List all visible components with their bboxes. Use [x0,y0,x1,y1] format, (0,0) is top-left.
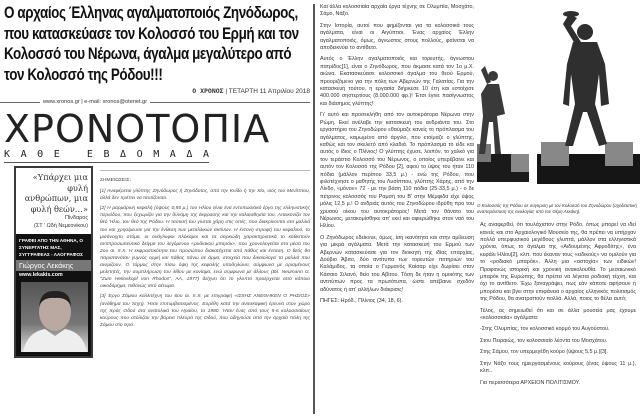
subtitle-letter: Μ [153,149,160,160]
author-photo [21,282,88,352]
list-item: Στης Σάμου, τον υπερμεγέθη κούρο (ύψους 5,5 μ.)[3]. [480,349,608,356]
figure-caption: Ο Κολοσσός της Ρόδου σε σύγκριση με τον Κολοσσό του Ζηνοδώρου (σχεδιαστική αναπαράσταση της αναλογίας από τον Θέμη Λεκάκη). [477,203,637,214]
paragraph: Και άλλα κολοσσιαία αρχαία έργα τέχνης σε Ολυμπία, Μοσχάτο, Σάμο, Νάξο. [320,4,474,18]
column-subtitle [4,149,209,163]
epigraph-source: (ΣΤ ' Ωδή Νεμεονίκου) [33,223,88,229]
headline: Ο αρχαίος Έλληνας αγαλματοποιός Ζηνόδωρος, που κατασκεύασε τον Κολοσσό του Ερμή και τον Κολοσσό του Νέρωνα, άγαλμα μεγαλύτερο από τον Κολοσσό της Ρόδου!!! [4,4,299,84]
sources: ΠΗΓΕΣ: Ηρόδ., Πλίνιος (34, 18, 6). [320,298,403,305]
subtitle-letter: Δ [120,149,127,160]
author-website[interactable]: www.lekakis.com [19,272,63,278]
paragraph: Στην Ιστορία, αυτοί που φημίζονται για τα κολοσσικά τους αγάλματα, είναι οι Αιγύπτιοι. Ένας αρχαίος Έλλην αγαλματοποιός, όμως, άγνωστος στους πολλούς, φαίνεται να αποδεικνύει το αντίθετο. [320,22,474,52]
subtitle-letter: Ο [136,149,143,160]
subtitle-letter: Α [202,149,209,160]
article-column-right [480,222,636,391]
author-name: Γιώργος Λεκάκης [16,260,91,271]
list-item: Στην Νάξο τους ημιεργασμένους κούρους (ένας ύψους 11 μ.), κλπ.. [480,360,636,375]
paragraph: Για περισσότερα ΑΡΧΕΙΟΝ ΠΟΛΙΤΙΣΜΟΥ. [480,379,581,386]
subtitle-letter: Θ [37,149,44,160]
list-item: Στου Πειραιώς, τον κολοσσιαίο λέοντα του Μοσχάτου. [480,337,608,344]
dateline: Ο ΧΡΟΝΟΣ | ΤΕΤΑΡΤΗ 11 Απριλίου 2018 [192,87,310,95]
footnotes [100,166,310,358]
column-masthead: ΧΡΟΝΟΤΟΠΙΑ [4,107,271,151]
paper-name: Ο ΧΡΟΝΟΣ [192,87,224,95]
author-sidebar [14,166,93,358]
article-column-middle [313,4,474,414]
footnote: [3] Έργο Σάμιου καλλιτέχνη του 6ου αι. π.Χ. με επιγραφή «ΙΣΧΗΣ ΑΝΕΘΗΚΕΝ Ο ΡΗΣΙΟΣ» (ανάθημα του Ίσχη). Ήταν επιτυμβιατισμένος. Ευρέθη κατά την ανασκαφική έρευνα στον χώρο της Ιεράς Οδού στα ανατολικά του Ηραίου, το 1980. Ήταν ένας από τους 5-6 κολοσσιαίους κούρους που στόλιζαν την βόρεια πλευρά της Οδού, που οδηγούσε από την αρχαία πόλη της Σάμου στο Ιερό. [100,294,310,328]
footnote: [2] Η μαρμάρινη κεφαλή (ύψους 0,55 μ.) του Ηλίου είναι ένα εντυπωσιακό έργο της ελληνιστικής περιόδου, που ξεχωρίζει για την δύναμη της έκφρασης και την καλαισθησία του. Απεικονίζει τον θεό Ήλιο, τον θεό της Ρόδου. Η ταύτισή του γίνεται χάρη στις οπές, που διακρίνονται στα μαλλιά του και χρησίμευαν για την ένθεση των μεταλλικών ακτίνων. Η έντονη στροφή του κεφαλιού, το μισάνοιχτο στόμα, οι ανάγλυφοι πλόκαμοι και τα σαρκώδη χαρακτηριστικά το καθιστούν αντιπροσωπευτικό δείγμα του λεγόμενου «ροδιακού μπαρόκ», που χρονολογείται στα μέσα του 2ου αι. π.Χ. Η εκφραστικότητα του προσώπου διακατέχεται από πάθος και ένταση. Ο θεός θα παριστανόταν γυμνός ορμή και πάθος πάνω σε άρμα, στοιχεία που δικαιολογεί τα μαλλιά που ανεμίζουν. Ο τόρμος στην πίσω όψη της κεφαλής υποδηλώνει, σύμφωνα με ορισμένους μελετητές, την συμπλήρωση του λίθου με κονίαμα, ενώ σύμφωνα με άλλους (Βλ. Neumann G. "Zum Helioskopf von Rhodos", AA, 1977) δείχνει ότι το γλυπτό προέρχεται από κάποιο οικοδόμημα, πιθανώς από αέτωμα. [100,206,310,290]
lower-section [0,166,310,358]
subtitle-letter: Β [103,149,110,160]
subtitle-letter: Δ [186,149,193,160]
subtitle-letter: Κ [4,149,11,160]
author-box [16,234,91,356]
small-colossus [477,66,529,182]
epigraph-author: Πίνδαρος [64,215,88,221]
epigraph-text: «Υπάρχει μια φυλή ανθρώπων, μια φυλή θεών…» [24,172,88,214]
list-item: -Στης Ολυμπίας, τον κολοσσικό κορμό του Αυγούστου. [480,326,610,333]
paragraph: Ο Ζηνόδωρος εδείκνυε, όμως, ίση ικανότητα και στην αμίλευση για μικρά αγάλματα. Μετά την κατασκευή του Ερμού των Αβερνών κατασκεύασε για τον διοικητή της ιδίας επαρχίας, Δούβιο Άβιτο, δύο αντίτυπα των τορευτών ποτηριών του Καλάμιδος, τα οποία ο Γερμανός Καίσαρ είχε δωρίσει στον Κάσσιο Σιλανό, θείο του Αβίτου. Τόση δε ήταν η ομοιότης των αντιτύπων προς τα πρωτότυπα, ώστε απέβαινε σχεδόν αδύνατος ή απ' αλλήλων διάκρισις! [320,234,474,293]
large-colossus [537,11,640,184]
footnotes-heading: ΣΗΜΕΙΩΣΕΙΣ: [100,178,131,183]
headline-container [4,3,310,85]
footnote: [1] Αναφέρεται γλύπτης Ζηνόδωρος ή Ζηνόδοτος, από την Κνίδο ή την Χίο, υιός του Μενίππου, αλλά δεν πρέπει να ταυτίζονται. [100,189,310,202]
right-column [477,4,640,391]
paragraph: Αυτός ο Έλλην αγαλματοποιός και τορευτής, άγνωστου πατρίδος[1], είναι ο Ζηνόδωρος, που άκμασε κατά τον 1ο μ.Χ. αιώνα. Εκατασκεύασε κολοσσικό άγαλμα του θεού Ερμού, προοριζόμενο για την πόλη των Αβερνών της Γαλατίας. Για την κατασκευή τούτου, η εργασία διήρκεσε 10 έτη και εστοίχισε 400.000 σηστερτίους (8.000.000 φρ.)! Έτσι έγινε πασίγνωστος και διάσημος γλύπτης! [320,56,474,107]
colossus-comparison-image [477,4,640,200]
issue-date: ΤΕΤΑΡΤΗ 11 Απριλίου 2018 [228,88,310,95]
paragraph: Τέλος, ας σημειωθεί ότι και σε άλλα μουσεία μας έχουμε «κολοσσιαία» αγάλματα: [480,307,636,322]
contact-text: www.xronos.gr | e-mail: xronos@otenet.gr [43,99,148,105]
subtitle-letter: Ε [86,149,93,160]
contact-line [0,99,310,106]
subtitle-letter: Ε [53,149,60,160]
paragraph: Ας αναφερθεί, ότι τουλάχιστον στην Ρόδο, όπως μπορεί να ιδεί κανείς και στο Αρχαιολογικό Μουσείο της, θα πρέπει να υπήρχαν πολλά υπερφυσικού μεγέθους γλυπτά, μάλλον στα ελληνιστικά χρόνια, όπως το άγαλμα της «Αιδουμένης Αφροδίτης», ένα κεφάλι Ηλίου[2], κλπ. που έκαναν τους «ειδικούς» να ομιλούν για το «ροδιακό μπαρόκ». Άλλη μια «αστοχία» των ειδικών! Προφανώς ιστορική και χρονική ανακολουθία. Το μεσαιωνικό μπαρόκ της Ευρώπης, θα πρέπει να λέγεται ροδιακή τέχνη, και όχι το αντίθετο. Έχω ξαναγράψει, πως εάν κάποτε αφήσουν ή μπορέσει και βγει στην επιφάνεια ο αρχαίος ελληνικός πολιτισμός της Ρόδου, θα ανατραπούν πολλά. Αλλά, ποιος το θέλει αυτό; [480,222,636,303]
author-label: ΓΡΑΦΕΙ ΑΠΟ ΤΗΝ ΑΘΗΝΑ, Ο ΣΥΝΕΡΓΑΤΗΣ ΜΑΣ, ΣΥΓΓΡΑΦΕΑΣ - ΛΑΟΓΡΑΦΟΣ [19,238,84,257]
left-column [0,3,310,358]
subtitle-letter: Α [169,149,176,160]
paragraph: Γι' αυτό και προσεκλήθη από τον αυτοκράτορα Νέρωνα στην Ρώμη. Εκεί ανέλαβε την κατασκευή του ανδριάντα του. Στο εργαστήριο του Ζηνοδώρου εθαύμαζε κανείς το πρόπλασμα του αγάλματος, καμωμένο από άργιλο, που ετοίμαζε ο γλύπτης, καθώς και τον σκελετό από κλαδιά. Το πρόπλασμα το είδε και αυτός ο ίδιος ο Πλίνιος! Ο γλύπτης έχυσε, λοιπόν, το χαλκό για τον τεράστιο Κολοσσό του Νέρωνος, ο οποίος υπερέβαινε και αυτόν τον Κολοσσό της Ρόδου [2], αφού το ύψος του ήταν 110 πόδια (μάλλον περίπου 33,5 μ.) - ενώ της Ρόδου, που φιλοτέχνησε ο μαθητής του Λυσίππου, γλύπτης Χάρης, από την Λίνδο, «μόνον» 72 - με την βάση 110 πόδια (25-33,5 μ.) - ο δε πέτρινος κολοσσός του Ραμσή του Β' στην Μέμφιδα είχε ύψος μόλις 12,5 μ.! Ο ανδριάς αυτός του Ζηνοδώρου ιδρύθη προ του χρυσού οίκου του αυτοκράτορος! Μετά τον θάνατο του Νέρωνος, μετακομίσθηκε απ' εκεί και αφιερώθηκε στον ναό του Ηλίου. [320,112,474,230]
epigraph [16,168,91,234]
subtitle-letter: Α [20,149,27,160]
